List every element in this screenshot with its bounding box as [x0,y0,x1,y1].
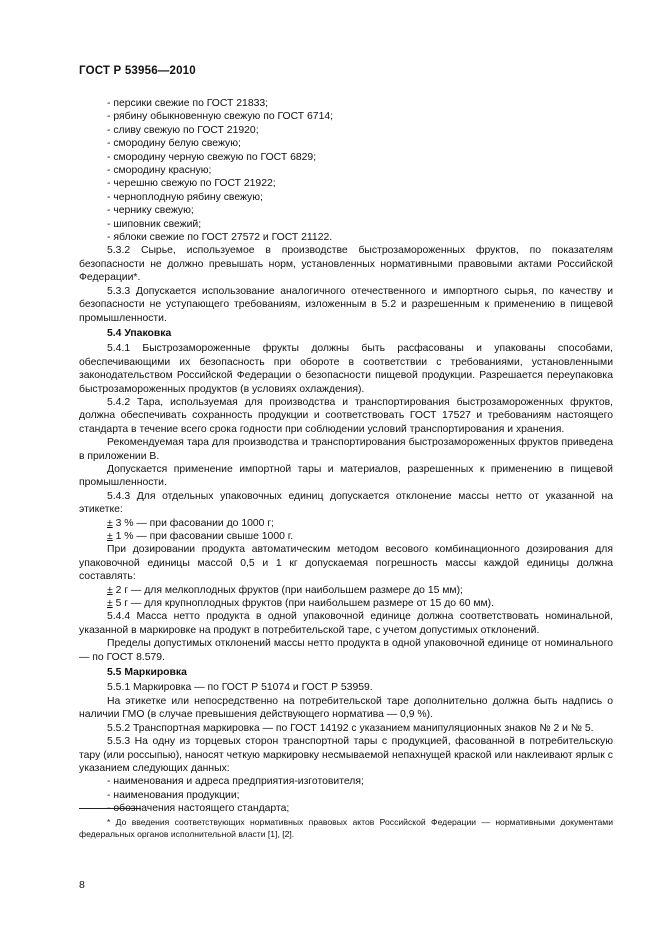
paragraph-import-container: Допускается применение импортной тары и материалов, разрешенных к применению в пищевой промышленности. [79,463,613,489]
list-item: - чернику свежую; [107,205,194,217]
list-item: - яблоки свежие по ГОСТ 27572 и ГОСТ 21122. [107,232,333,244]
tolerance-item [79,517,613,530]
list-item: - смородину черную свежую по ГОСТ 6829; [107,151,317,163]
standard-header: ГОСТ Р 53956—2010 [79,65,196,77]
tolerance-text: 3 % — при фасовании до 1000 г; [112,517,274,529]
plus-minus-sign: ± [107,584,113,596]
paragraph-recommended-container: Рекомендуемая тара для производства и транспортирования быстрозамороженных фруктов приведена в приложении В. [79,437,613,462]
section-heading-5-4: 5.4 Упаковка [107,327,172,339]
paragraph-5-4-1: 5.4.1 Быстрозамороженные фрукты должны быть расфасованы и упакованы способами, обеспечивающими их безопасность при обороте в соответствии с требованиями, установленными законодательством Российской Федерации о безопасности пищевой продукции. Разрешается переупаковка быстрозамороженных продуктов (в условиях охлаждения). [79,343,613,395]
list-item: - смородину белую свежую; [107,138,241,150]
page-body [79,97,613,816]
paragraph-5-4-2: 5.4.2 Тара, используемая для производства и транспортирования быстрозамороженных фруктов, должна обеспечивать сохранность продукции и соответствовать ГОСТ 17527 и требованиям настоящего стандарта в течение всего срока годности при соблюдении условий транспортирования и хранения. [79,396,613,435]
tolerance-item [79,597,613,610]
paragraph-5-3-3: 5.3.3 Допускается использование аналогичного отечественного и импортного сырья, по качеству и безопасности не уступающего требованиям, изложенным в 5.2 и разрешенным к применению в пищевой промышленности. [79,285,613,324]
list-item: - черешню свежую по ГОСТ 21922; [107,178,276,190]
tolerance-text: 2 г — для мелкоплодных фруктов (при наибольшем размере до 15 мм); [112,584,463,596]
footnote-divider [79,808,141,809]
tolerance-item [79,530,613,543]
paragraph-5-5-2: 5.5.2 Транспортная маркировка — по ГОСТ 14192 с указанием манипуляционных знаков № 2 и № 5. [107,722,594,734]
plus-minus-sign: ± [107,517,113,529]
list-item: - обозначения настоящего стандарта; [107,803,290,815]
paragraph-limits: Пределы допустимых отклонений массы нетто продукта в одной упаковочной единице от номинального — по ГОСТ 8.579. [79,638,613,663]
list-item: - персики свежие по ГОСТ 21833; [107,98,269,109]
tolerance-item [79,584,613,597]
paragraph-gmo: На этикетке или непосредственно на потребительской таре дополнительно должна быть надпись о наличии ГМО (в случае превышения действующего норматива — 0,9 %). [79,695,613,721]
plus-minus-sign: ± [107,598,113,610]
list-item: - наименования продукции; [107,789,240,801]
plus-minus-sign: ± [107,531,113,542]
list-item: - черноплодную рябину свежую; [107,191,263,203]
section-heading-5-5: 5.5 Маркировка [107,667,187,679]
list-item: - наименования и адреса предприятия-изготовителя; [107,776,364,788]
tolerance-text: 1 % — при фасовании свыше 1000 г. [112,531,294,542]
paragraph-5-3-2: 5.3.2 Сырье, используемое в производстве быстрозамороженных фруктов, по показателям безопасности не должно превышать норм, установленных нормативными правовыми актами Российской Федерации*. [79,245,613,284]
tolerance-text: 5 г — для крупноплодных фруктов (при наибольшем размере от 15 до 60 мм). [112,598,495,610]
paragraph-5-5-3: 5.5.3 На одну из торцевых сторон транспортной тары с продукцией, фасованной в потребительскую тару (или россыпью), наносят четкую маркировку несмываемой непахнущей краской или наклеивают ярлык с указанием следующих данных: [79,736,613,774]
page-number: 8 [79,879,85,891]
paragraph-5-4-3: 5.4.3 Для отдельных упаковочных единиц допускается отклонение массы нетто от указанной на этикетке: [79,490,613,516]
marking-list [79,775,613,815]
footnote: * До введения соответствующих нормативных правовых актов Российской Федерации — нормативными документами федеральных органов исполнительной власти [1], [2]. [79,817,613,839]
paragraph-5-4-4: 5.4.4 Масса нетто продукта в одной упаковочной единице должна соответствовать номинальной, указанной в маркировке на продукт в потребительской таре, с учетом допустимых отклонений. [79,611,613,636]
list-item: - смородину красную; [107,165,212,177]
list-item: - рябину обыкновенную свежую по ГОСТ 6714; [107,111,334,123]
fruit-list [79,97,613,244]
paragraph-5-5-1: 5.5.1 Маркировка — по ГОСТ Р 51074 и ГОСТ Р 53959. [107,682,373,694]
list-item: - шиповник свежий; [107,218,202,230]
paragraph-dosing: При дозировании продукта автоматическим методом весового комбинационного дозирования для упаковочной единицы массой 0,5 и 1 кг допускаемая погрешность массы каждой единицы должна составлять: [79,544,613,583]
list-item: - сливу свежую по ГОСТ 21920; [107,124,259,136]
